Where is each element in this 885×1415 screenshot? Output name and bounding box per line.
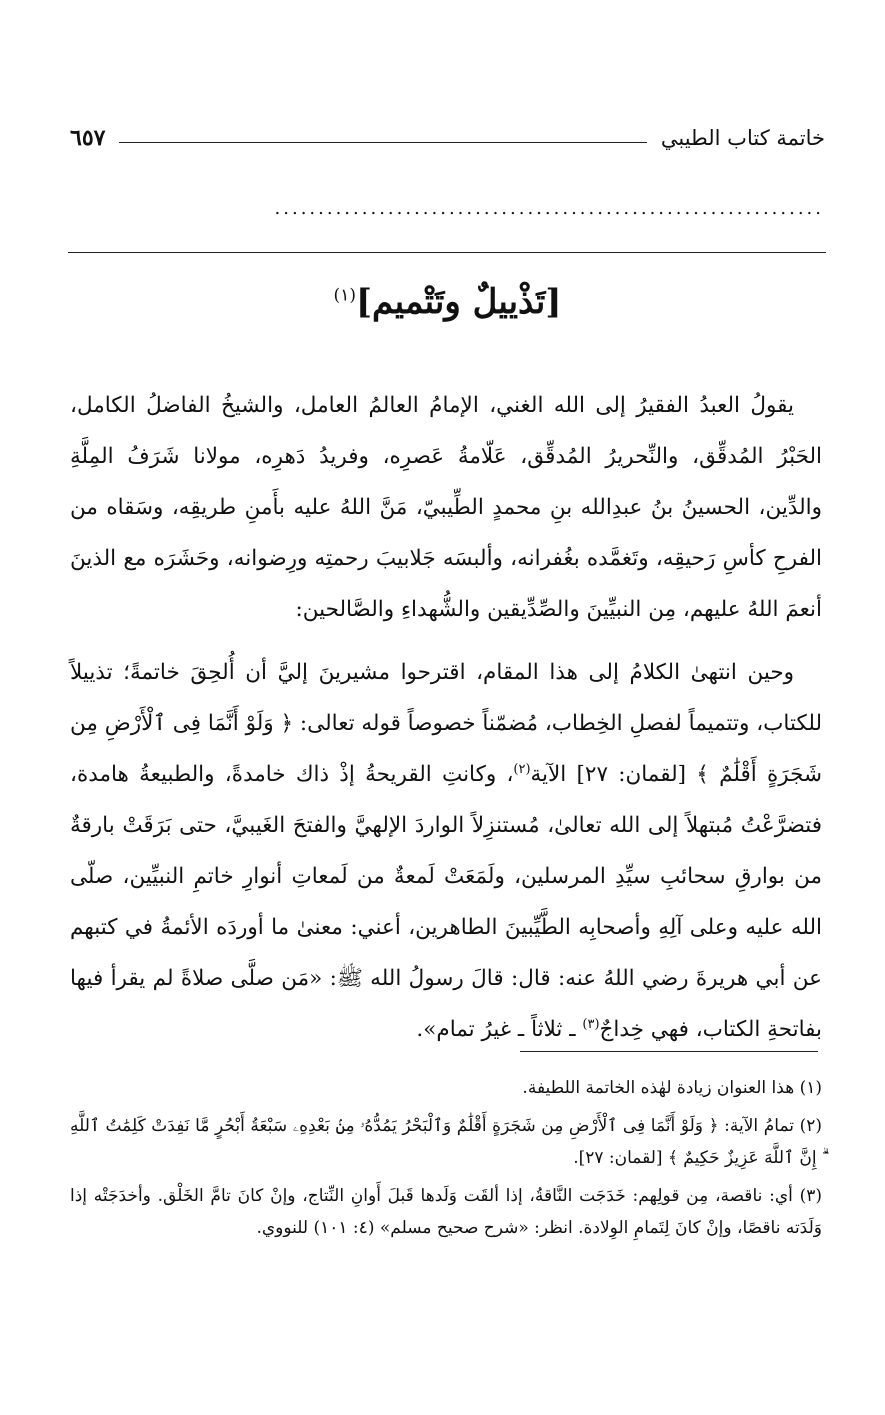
footnote-ref[interactable]: (٢) <box>513 761 531 777</box>
page-number: ٦٥٧ <box>70 125 106 151</box>
separator-rule <box>68 252 826 253</box>
paragraph <box>70 380 822 635</box>
footnote-item: (١) هذا العنوان زيادة لهٰذه الخاتمة اللطيفة. <box>522 1078 822 1098</box>
running-title: خاتمة كتاب الطيبي <box>660 126 825 150</box>
footnotes <box>70 1072 822 1250</box>
paragraph-text: وحين انتهىٰ الكلامُ إلى هذا المقام، اقترحوا مشيرينَ إليَّ أن أُلحِقَ خاتمةً؛ تذييلاً للكتاب، وتتميماً لفصلِ الخِطاب، مُضمّناً خصوصاً قوله تعالى: ﴿ وَلَوْ أَنَّمَا فِى ٱلْأَرْضِ مِن شَجَرَةٍ أَقْلَٰمٌ ﴾ [لقمان: ٢٧] الآية <box>70 660 823 787</box>
title-footnote-mark: (١) <box>333 285 356 306</box>
paragraph <box>70 647 822 1055</box>
body-text <box>70 380 822 1055</box>
header-rule <box>119 142 646 143</box>
paragraph-text: ـ ثلاثاً ـ غيرُ تمام». <box>416 1017 583 1042</box>
running-header <box>70 118 825 158</box>
paragraph-text: ، وكانتِ القريحةُ إذْ ذاك خامدةً، والطبيعةُ هامدة، فتضرَّعْتُ مُبتهلاً إلى الله تعالىٰ، مُستنزِلاً الواردَ الإلهيَّ والفتحَ الغَيبيَّ، حتى بَرَقَتْ بارقةٌ من بوارقِ سحائبِ سيِّدِ المرسلين، ولَمَعَتْ لَمعةٌ من لَمعاتِ أنوارِ خاتمِ النبيِّين، صلّى الله عليه وعلى آلِهِ وأصحابِه الطَّيِّبينَ الطاهرين، أعني: معنىٰ ما أوردَه الأئمةُ في كتبهم عن أبي هريرةَ رضي اللهُ عنه: قال: قالَ رسولُ الله ﷺ: «مَن صلَّى صلاةً لم يقرأ فيها بفاتحةِ الكتاب، فهي خِداجٌ <box>70 762 822 1042</box>
dotted-separator: ............................................................... <box>274 198 824 219</box>
footnote-item: (٢) تمامُ الآية: ﴿ وَلَوْ أَنَّمَا فِى ٱلْأَرْضِ مِن شَجَرَةٍ أَقْلَٰمٌ وَٱلْبَحْرُ يَمُدُّهُۥ مِنۢ بَعْدِهِۦ سَبْعَةُ أَبْحُرٍ مَّا نَفِدَتْ كَلِمَٰتُ ٱللَّهِ ۗ إِنَّ ٱللَّهَ عَزِيزٌ حَكِيمٌ ﴾ [لقمان: ٢٧]. <box>70 1116 822 1168</box>
footnote-item: (٣) أي: ناقصة، مِن قولِهم: خَدَجَت النَّاقةُ، إذا ألقَت وَلَدها قَبلَ أَوانِ النِّتاج، وإنْ كانَ تامَّ الخَلْق. وأخدَجَتْه إذا وَلَدَته ناقصًا، وإنْ كانَ لِتَمامِ الوِلادة. انظر: «شرح صحيح مسلم» (٤: ١٠١) للنووي. <box>70 1186 822 1238</box>
paragraph-text: يقولُ العبدُ الفقيرُ إلى الله الغني، الإمامُ العالمُ العامل، والشيخُ الفاضلُ الكامل، الحَبْرُ المُدقِّق، والنِّحريرُ المُدقِّق، عَلّامةُ عَصرِه، وفريدُ دَهرِه، مولانا شَرَفُ المِلَّةِ والدِّين، الحسينُ بنُ عبدِالله بنِ محمدٍ الطِّيبيّ، مَنَّ اللهُ عليه بأَمنِ طريقِه، وسَقاه من الفرحِ كأسِ رَحيقِه، وتَغمَّده بغُفرانه، وألبسَه جَلابيبَ رحمتِه ورِضوانه، وحَشَرَه مع الذينَ أنعمَ اللهُ عليهم، مِن النبيِّينَ والصِّدِّيقين والشُّهداءِ والصَّالحين: <box>70 393 822 622</box>
section-title-text: [تَذْييلٌ وتَتْميم] <box>355 282 562 322</box>
footnote-rule <box>520 1051 818 1052</box>
footnote-ref[interactable]: (٣) <box>582 1016 600 1032</box>
section-title <box>70 282 825 322</box>
